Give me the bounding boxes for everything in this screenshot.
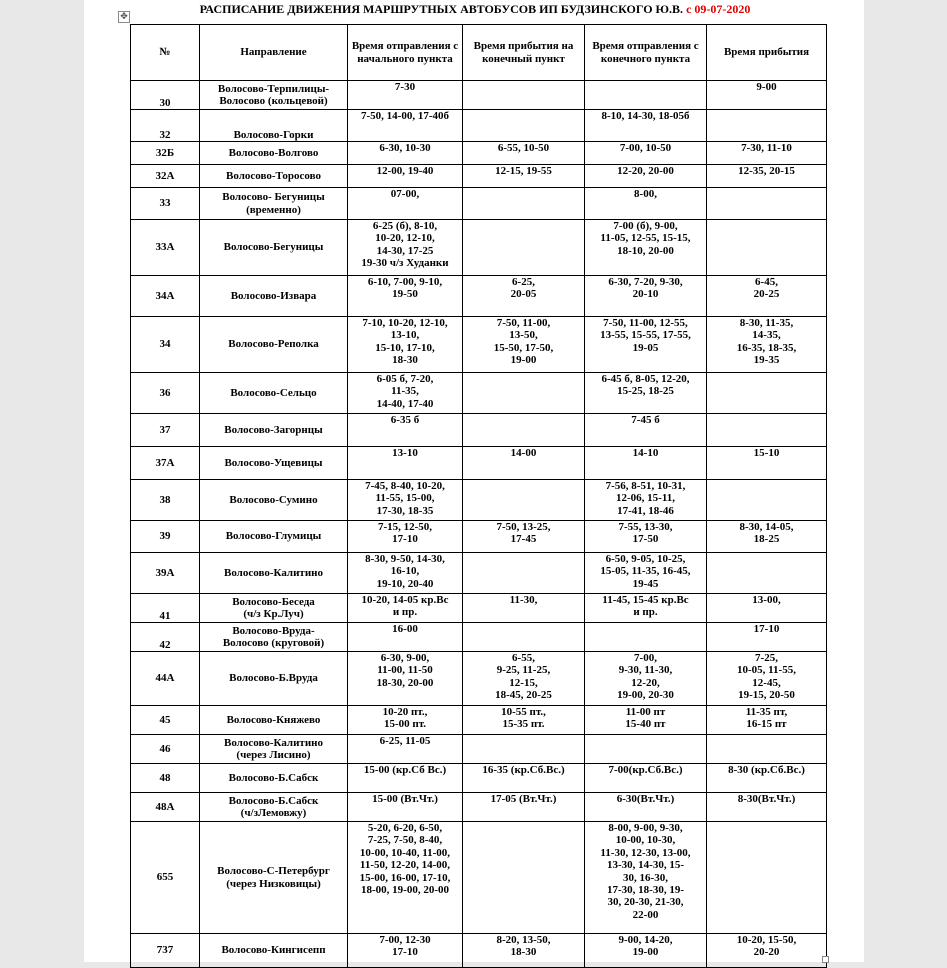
arrival-end-cell: [463, 735, 585, 764]
table-row: [131, 317, 827, 373]
arrival-back-cell: [707, 414, 827, 447]
departure-end-cell: 6-30, 7-20, 9-30, 20-10: [585, 276, 707, 317]
departure-start-cell: 7-15, 12-50, 17-10: [348, 521, 463, 553]
departure-start-cell: 6-10, 7-00, 9-10, 19-50: [348, 276, 463, 317]
table-row: [131, 188, 827, 220]
schedule-table: [130, 24, 827, 968]
departure-end-cell: 6-50, 9-05, 10-25, 15-05, 11-35, 16-45, 19-45: [585, 553, 707, 594]
departure-start-cell: 5-20, 6-20, 6-50, 7-25, 7-50, 8-40, 10-00, 10-40, 11-00, 11-50, 12-20, 14-00, 15-00, 16-00, 17-10, 18-00, 19-00, 20-00: [348, 822, 463, 934]
departure-end-cell: [585, 735, 707, 764]
route-direction-cell: Волосово-Горки: [200, 110, 348, 142]
route-number-cell: 45: [131, 706, 200, 735]
route-number-cell: 34А: [131, 276, 200, 317]
route-number-cell: 41: [131, 594, 200, 623]
arrival-back-cell: [707, 480, 827, 521]
route-number-cell: 46: [131, 735, 200, 764]
departure-start-cell: 10-20 пт., 15-00 пт.: [348, 706, 463, 735]
table-row: [131, 706, 827, 735]
header-arrival-end: Время прибытия на конечный пункт: [463, 25, 585, 81]
route-direction-cell: Волосово-Торосово: [200, 165, 348, 188]
arrival-back-cell: 8-30(Вт.Чт.): [707, 793, 827, 822]
arrival-end-cell: [463, 373, 585, 414]
arrival-end-cell: 17-05 (Вт.Чт.): [463, 793, 585, 822]
departure-start-cell: 10-20, 14-05 кр.Вс и пр.: [348, 594, 463, 623]
departure-end-cell: 7-00, 10-50: [585, 142, 707, 165]
arrival-back-cell: 10-20, 15-50, 20-20: [707, 934, 827, 968]
route-direction-cell: Волосово-Кингисепп: [200, 934, 348, 968]
departure-start-cell: 15-00 (Вт.Чт.): [348, 793, 463, 822]
route-number-cell: 39А: [131, 553, 200, 594]
departure-start-cell: 13-10: [348, 447, 463, 480]
departure-end-cell: 8-10, 14-30, 18-05б: [585, 110, 707, 142]
table-row: [131, 480, 827, 521]
arrival-end-cell: 12-15, 19-55: [463, 165, 585, 188]
table-row: [131, 110, 827, 142]
route-number-cell: 39: [131, 521, 200, 553]
departure-end-cell: [585, 623, 707, 652]
table-row: [131, 165, 827, 188]
route-number-cell: 36: [131, 373, 200, 414]
arrival-back-cell: 17-10: [707, 623, 827, 652]
route-direction-cell: Волосово-Б.Сабск: [200, 764, 348, 793]
arrival-back-cell: 8-30, 14-05, 18-25: [707, 521, 827, 553]
arrival-back-cell: 9-00: [707, 81, 827, 110]
arrival-end-cell: 10-55 пт., 15-35 пт.: [463, 706, 585, 735]
departure-end-cell: 8-00, 9-00, 9-30, 10-00, 10-30, 11-30, 12-30, 13-00, 13-30, 14-30, 15- 30, 16-30, 17-30, 18-30, 19- 30, 20-30, 21-30, 22-00: [585, 822, 707, 934]
route-direction-cell: Волосово-Загорнцы: [200, 414, 348, 447]
route-number-cell: 655: [131, 822, 200, 934]
table-row: [131, 793, 827, 822]
route-direction-cell: Волосово-Вруда- Волосово (круговой): [200, 623, 348, 652]
arrival-end-cell: [463, 623, 585, 652]
route-direction-cell: Волосово-Калитино (через Лисино): [200, 735, 348, 764]
departure-start-cell: 15-00 (кр.Сб Вс.): [348, 764, 463, 793]
departure-end-cell: 11-45, 15-45 кр.Вс и пр.: [585, 594, 707, 623]
route-direction-cell: Волосово- Бегуницы (временно): [200, 188, 348, 220]
departure-start-cell: 6-05 б, 7-20, 11-35, 14-40, 17-40: [348, 373, 463, 414]
table-row: [131, 764, 827, 793]
departure-end-cell: 8-00,: [585, 188, 707, 220]
departure-start-cell: 16-00: [348, 623, 463, 652]
table-row: [131, 447, 827, 480]
departure-end-cell: 7-00, 9-30, 11-30, 12-20, 19-00, 20-30: [585, 652, 707, 706]
departure-start-cell: 07-00,: [348, 188, 463, 220]
document-title: [130, 2, 820, 17]
table-row: [131, 414, 827, 447]
route-number-cell: 32: [131, 110, 200, 142]
departure-end-cell: 11-00 пт 15-40 пт: [585, 706, 707, 735]
arrival-end-cell: [463, 414, 585, 447]
route-number-cell: 32А: [131, 165, 200, 188]
arrival-end-cell: 8-20, 13-50, 18-30: [463, 934, 585, 968]
departure-end-cell: 7-00(кр.Сб.Вс.): [585, 764, 707, 793]
table-row: [131, 220, 827, 276]
route-direction-cell: Волосово-Глумицы: [200, 521, 348, 553]
departure-end-cell: 7-55, 13-30, 17-50: [585, 521, 707, 553]
arrival-back-cell: [707, 735, 827, 764]
table-row: [131, 822, 827, 934]
arrival-back-cell: 13-00,: [707, 594, 827, 623]
departure-start-cell: 6-35 б: [348, 414, 463, 447]
route-direction-cell: Волосово-Княжево: [200, 706, 348, 735]
route-direction-cell: Волосово-Сумино: [200, 480, 348, 521]
route-number-cell: 38: [131, 480, 200, 521]
table-row: [131, 81, 827, 110]
departure-end-cell: 12-20, 20-00: [585, 165, 707, 188]
arrival-end-cell: [463, 553, 585, 594]
arrival-back-cell: 12-35, 20-15: [707, 165, 827, 188]
arrival-end-cell: 16-35 (кр.Сб.Вс.): [463, 764, 585, 793]
route-number-cell: 737: [131, 934, 200, 968]
arrival-end-cell: 11-30,: [463, 594, 585, 623]
route-number-cell: 48: [131, 764, 200, 793]
arrival-back-cell: 7-30, 11-10: [707, 142, 827, 165]
arrival-back-cell: 6-45, 20-25: [707, 276, 827, 317]
arrival-back-cell: 8-30, 11-35, 14-35, 16-35, 18-35, 19-35: [707, 317, 827, 373]
departure-end-cell: [585, 81, 707, 110]
departure-start-cell: 7-45, 8-40, 10-20, 11-55, 15-00, 17-30, 18-35: [348, 480, 463, 521]
title-date: с 09-07-2020: [686, 2, 751, 16]
route-direction-cell: Волосово-Ущевицы: [200, 447, 348, 480]
departure-end-cell: 6-45 б, 8-05, 12-20, 15-25, 18-25: [585, 373, 707, 414]
departure-start-cell: 7-50, 14-00, 17-40б: [348, 110, 463, 142]
arrival-back-cell: [707, 188, 827, 220]
arrival-back-cell: 15-10: [707, 447, 827, 480]
departure-start-cell: 6-25, 11-05: [348, 735, 463, 764]
table-row: [131, 934, 827, 968]
departure-start-cell: 7-30: [348, 81, 463, 110]
departure-start-cell: 7-00, 12-30 17-10: [348, 934, 463, 968]
route-number-cell: 33А: [131, 220, 200, 276]
departure-end-cell: 9-00, 14-20, 19-00: [585, 934, 707, 968]
table-row: [131, 373, 827, 414]
route-number-cell: 32Б: [131, 142, 200, 165]
route-direction-cell: Волосово-Извара: [200, 276, 348, 317]
table-header-row: [131, 25, 827, 81]
arrival-end-cell: 6-55, 9-25, 11-25, 12-15, 18-45, 20-25: [463, 652, 585, 706]
header-arrival: Время прибытия: [707, 25, 827, 81]
route-direction-cell: Волосово-Реполка: [200, 317, 348, 373]
table-row: [131, 594, 827, 623]
route-number-cell: 37: [131, 414, 200, 447]
arrival-back-cell: [707, 220, 827, 276]
header-departure-end: Время отправления с конечного пункта: [585, 25, 707, 81]
table-row: [131, 623, 827, 652]
arrival-end-cell: 6-25, 20-05: [463, 276, 585, 317]
route-number-cell: 30: [131, 81, 200, 110]
title-text: РАСПИСАНИЕ ДВИЖЕНИЯ МАРШРУТНЫХ АВТОБУСОВ ИП БУДЗИНСКОГО Ю.В.: [199, 2, 684, 16]
arrival-end-cell: [463, 110, 585, 142]
route-direction-cell: Волосово-Калитино: [200, 553, 348, 594]
route-number-cell: 44А: [131, 652, 200, 706]
arrival-end-cell: 6-55, 10-50: [463, 142, 585, 165]
departure-start-cell: 8-30, 9-50, 14-30, 16-10, 19-10, 20-40: [348, 553, 463, 594]
departure-start-cell: 6-25 (б), 8-10, 10-20, 12-10, 14-30, 17-25 19-30 ч/з Худанки: [348, 220, 463, 276]
table-row: [131, 735, 827, 764]
arrival-end-cell: [463, 81, 585, 110]
route-number-cell: 48А: [131, 793, 200, 822]
arrival-back-cell: 7-25, 10-05, 11-55, 12-45, 19-15, 20-50: [707, 652, 827, 706]
departure-start-cell: 6-30, 10-30: [348, 142, 463, 165]
header-direction: Направление: [200, 25, 348, 81]
route-number-cell: 37А: [131, 447, 200, 480]
arrival-end-cell: [463, 480, 585, 521]
table-row: [131, 142, 827, 165]
arrival-back-cell: 11-35 пт, 16-15 пт: [707, 706, 827, 735]
departure-start-cell: 6-30, 9-00, 11-00, 11-50 18-30, 20-00: [348, 652, 463, 706]
arrival-end-cell: 14-00: [463, 447, 585, 480]
departure-end-cell: 7-00 (б), 9-00, 11-05, 12-55, 15-15, 18-10, 20-00: [585, 220, 707, 276]
arrival-end-cell: 7-50, 11-00, 13-50, 15-50, 17-50, 19-00: [463, 317, 585, 373]
route-direction-cell: Волосово-Бегуницы: [200, 220, 348, 276]
route-number-cell: 34: [131, 317, 200, 373]
header-num: №: [131, 25, 200, 81]
arrival-back-cell: [707, 373, 827, 414]
route-direction-cell: Волосово-С-Петербург (через Низковицы): [200, 822, 348, 934]
departure-start-cell: 7-10, 10-20, 12-10, 13-10, 15-10, 17-10, 18-30: [348, 317, 463, 373]
route-direction-cell: Волосово-Б.Сабск (ч/зЛемовжу): [200, 793, 348, 822]
table-row: [131, 553, 827, 594]
departure-end-cell: 14-10: [585, 447, 707, 480]
arrival-end-cell: 7-50, 13-25, 17-45: [463, 521, 585, 553]
arrival-end-cell: [463, 188, 585, 220]
departure-end-cell: 7-50, 11-00, 12-55, 13-55, 15-55, 17-55, 19-05: [585, 317, 707, 373]
table-row: [131, 652, 827, 706]
route-direction-cell: Волосово-Волгово: [200, 142, 348, 165]
arrival-back-cell: 8-30 (кр.Сб.Вс.): [707, 764, 827, 793]
arrival-back-cell: [707, 110, 827, 142]
route-direction-cell: Волосово-Сельцо: [200, 373, 348, 414]
route-number-cell: 42: [131, 623, 200, 652]
departure-end-cell: 6-30(Вт.Чт.): [585, 793, 707, 822]
table-move-handle-icon[interactable]: ✥: [118, 11, 130, 23]
arrival-back-cell: [707, 553, 827, 594]
arrival-end-cell: [463, 220, 585, 276]
departure-end-cell: 7-56, 8-51, 10-31, 12-06, 15-11, 17-41, 18-46: [585, 480, 707, 521]
arrival-back-cell: [707, 822, 827, 934]
departure-end-cell: 7-45 б: [585, 414, 707, 447]
route-number-cell: 33: [131, 188, 200, 220]
route-direction-cell: Волосово-Б.Вруда: [200, 652, 348, 706]
table-row: [131, 276, 827, 317]
table-row: [131, 521, 827, 553]
route-direction-cell: Волосово-Беседа (ч/з Кр.Луч): [200, 594, 348, 623]
arrival-end-cell: [463, 822, 585, 934]
header-departure-start: Время отправления с начального пункта: [348, 25, 463, 81]
departure-start-cell: 12-00, 19-40: [348, 165, 463, 188]
route-direction-cell: Волосово-Терпилицы- Волосово (кольцевой): [200, 81, 348, 110]
